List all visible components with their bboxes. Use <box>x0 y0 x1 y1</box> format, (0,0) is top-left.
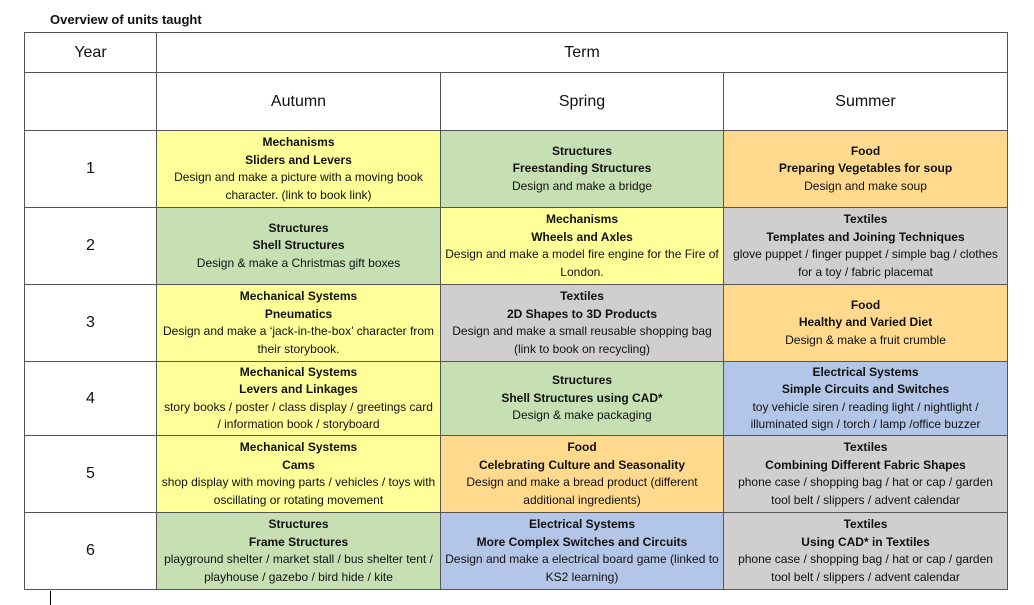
unit-title: More Complex Switches and Circuits <box>476 534 688 549</box>
unit-title: Pneumatics <box>264 306 333 321</box>
unit-cell-spring <box>441 513 724 590</box>
table-row <box>25 362 1008 436</box>
unit-topic: Textiles <box>843 440 888 454</box>
document-title: Overview of units taught <box>50 12 202 27</box>
unit-cell-spring <box>441 208 724 285</box>
table-row <box>25 436 1008 513</box>
year-cell: 5 <box>25 436 157 513</box>
unit-cell-summer <box>724 362 1008 436</box>
unit-title: Healthy and Varied Diet <box>798 315 933 330</box>
unit-cell-summer <box>724 208 1008 285</box>
unit-title: Preparing Vegetables for soup <box>778 161 953 176</box>
header-row-term <box>25 33 1008 73</box>
unit-title: 2D Shapes to 3D Products <box>506 306 658 321</box>
unit-title: Freestanding Structures <box>512 161 652 176</box>
unit-title: Wheels and Axles <box>531 229 633 244</box>
unit-desc: Design and make a picture with a moving book character. (link to book link) <box>174 170 423 202</box>
unit-topic: Food <box>850 143 881 158</box>
unit-title: Combining Different Fabric Shapes <box>765 457 966 472</box>
unit-topic: Electrical Systems <box>528 517 636 531</box>
unit-topic: Structures <box>268 220 329 235</box>
unit-cell-summer <box>724 285 1008 362</box>
unit-cell-spring <box>441 131 724 208</box>
unit-topic: Structures <box>551 373 613 388</box>
unit-cell-autumn <box>157 208 441 285</box>
table-row <box>25 513 1008 590</box>
table-row <box>25 208 1008 285</box>
unit-desc: toy vehicle siren / reading light / nightlight / illuminated sign / torch / lamp /office buzzer <box>750 399 981 431</box>
unit-topic: Mechanisms <box>262 135 335 149</box>
table-row <box>25 131 1008 208</box>
unit-title: Celebrating Culture and Seasonality <box>478 457 686 472</box>
unit-title: Using CAD* in Textiles <box>801 534 930 549</box>
unit-cell-autumn <box>157 436 441 513</box>
unit-title: Shell Structures <box>252 238 345 253</box>
unit-topic: Food <box>567 440 597 454</box>
unit-title: Simple Circuits and Switches <box>781 382 950 396</box>
unit-cell-summer <box>724 513 1008 590</box>
unit-cell-autumn <box>157 513 441 590</box>
unit-desc: Design and make a ‘jack-in-the-box’ character from their storybook. <box>162 324 434 356</box>
year-cell: 4 <box>25 362 157 436</box>
unit-desc: shop display with moving parts / vehicles / toys with oscillating or rotating movement <box>161 475 436 507</box>
unit-cell-autumn <box>157 285 441 362</box>
unit-topic: Structures <box>268 517 329 531</box>
unit-desc: playground shelter / market stall / bus shelter tent / playhouse / gazebo / bird hide / kite <box>164 552 433 584</box>
year-cell: 1 <box>25 131 157 208</box>
unit-topic: Mechanical Systems <box>239 440 358 454</box>
unit-title: Sliders and Levers <box>245 152 352 167</box>
unit-desc: Design and make a bread product (different additional ingredients) <box>466 475 698 507</box>
unit-cell-autumn <box>157 362 441 436</box>
unit-title: Shell Structures using CAD* <box>501 390 663 405</box>
table-row <box>25 285 1008 362</box>
unit-title: Levers and Linkages <box>239 382 358 396</box>
unit-topic: Structures <box>551 143 613 158</box>
unit-title: Frame Structures <box>248 534 349 549</box>
unit-desc: Design and make a electrical board game (linked to KS2 learning) <box>445 552 719 584</box>
year-cell: 2 <box>25 208 157 285</box>
term-autumn-header: Autumn <box>157 73 441 131</box>
unit-desc: Design & make packaging <box>512 408 652 423</box>
unit-cell-summer <box>724 131 1008 208</box>
unit-desc: Design and make a small reusable shopping bag (link to book on recycling) <box>452 324 712 356</box>
unit-topic: Mechanisms <box>545 212 619 226</box>
unit-desc: Design and make soup <box>804 178 927 193</box>
unit-desc: glove puppet / finger puppet / simple bag / clothes for a toy / fabric placemat <box>733 247 998 279</box>
units-body <box>25 131 1008 590</box>
text-cursor <box>50 591 51 605</box>
unit-topic: Textiles <box>560 289 604 303</box>
unit-cell-spring <box>441 362 724 436</box>
unit-cell-spring <box>441 436 724 513</box>
unit-cell-autumn <box>157 131 441 208</box>
term-summer-header: Summer <box>724 73 1008 131</box>
unit-desc: Design & make a Christmas gift boxes <box>196 255 401 270</box>
unit-topic: Food <box>850 297 881 312</box>
unit-desc: phone case / shopping bag / hat or cap / garden tool belt / slippers / advent calendar <box>738 552 993 584</box>
unit-desc: story books / poster / class display / greetings card / information book / storyboard <box>164 399 433 431</box>
year-cell: 6 <box>25 513 157 590</box>
unit-title: Cams <box>282 457 315 472</box>
unit-topic: Mechanical Systems <box>239 289 358 303</box>
unit-topic: Electrical Systems <box>812 364 919 379</box>
unit-topic: Textiles <box>843 212 888 226</box>
unit-cell-summer <box>724 436 1008 513</box>
units-table <box>24 32 1008 590</box>
year-header: Year <box>25 33 157 73</box>
empty-header-cell <box>25 73 157 131</box>
unit-topic: Mechanical Systems <box>239 364 358 379</box>
unit-desc: Design and make a model fire engine for the Fire of London. <box>445 247 719 279</box>
unit-topic: Textiles <box>843 517 888 531</box>
term-spring-header: Spring <box>441 73 724 131</box>
year-cell: 3 <box>25 285 157 362</box>
term-header: Term <box>157 33 1008 73</box>
unit-desc: Design and make a bridge <box>511 178 653 193</box>
header-row-seasons <box>25 73 1008 131</box>
unit-desc: phone case / shopping bag / hat or cap / garden tool belt / slippers / advent calendar <box>738 475 993 507</box>
unit-desc: Design & make a fruit crumble <box>785 332 946 347</box>
unit-cell-spring <box>441 285 724 362</box>
unit-title: Templates and Joining Techniques <box>766 229 965 244</box>
